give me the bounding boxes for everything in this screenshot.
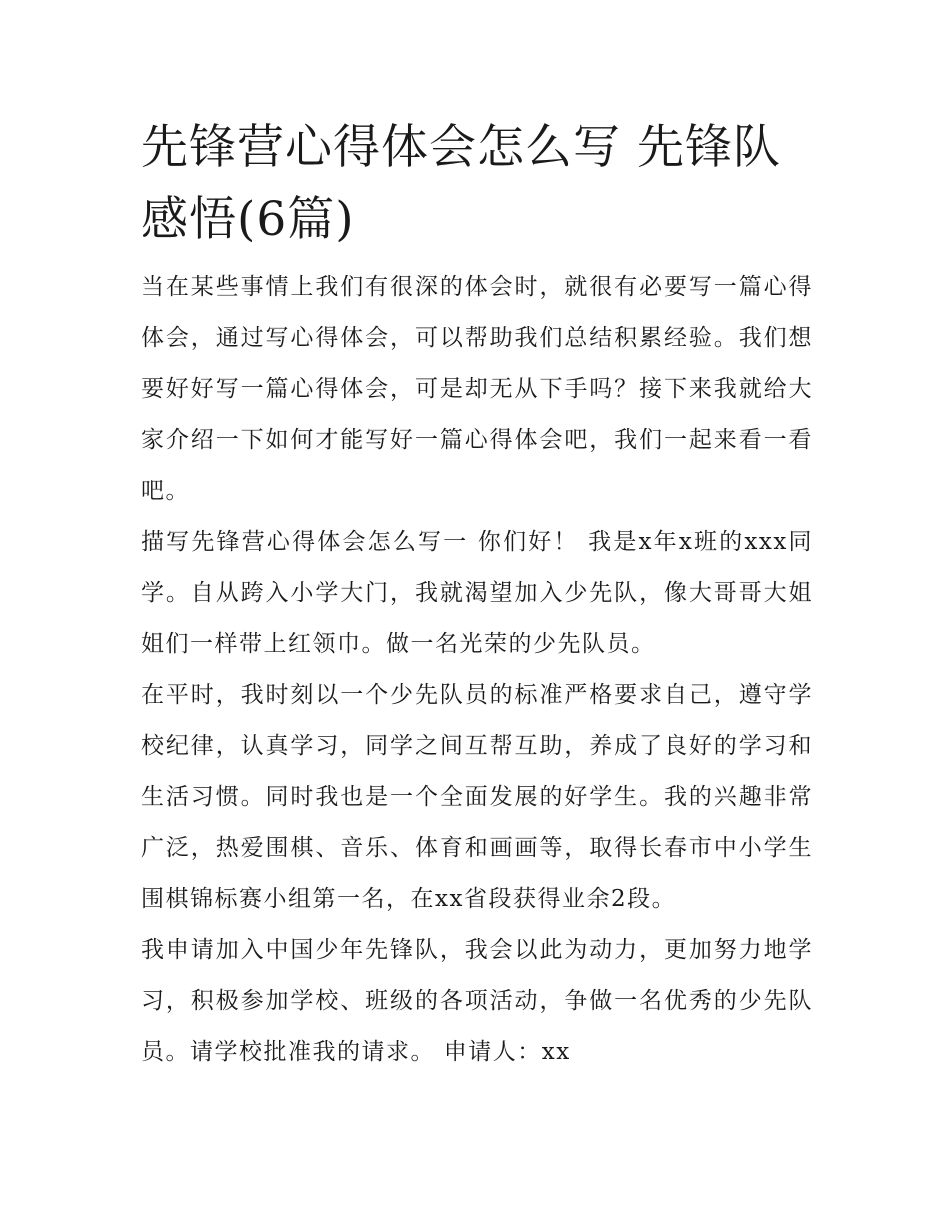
- paragraph-daily-conduct: 在平时，我时刻以一个少先队员的标准严格要求自己，遵守学校纪律，认真学习，同学之间互帮互助，养成了良好的学习和生活习惯。同时我也是一个全面发展的好学生。我的兴趣非常广泛，热爱围棋、音乐、体育和画画等，取得长春市中小学生围棋锦标赛小组第一名，在xx省段获得业余2段。: [141, 682, 813, 912]
- document-page: [141, 112, 813, 1078]
- paragraph-intro: 当在某些事情上我们有很深的体会时，就很有必要写一篇心得体会，通过写心得体会，可以帮助我们总结积累经验。我们想要好好写一篇心得体会，可是却无从下手吗？接下来我就给大家介绍一下如何才能写好一篇心得体会吧，我们一起来看一看吧。: [141, 274, 813, 504]
- document-title: 先锋营心得体会怎么写 先锋队感悟(6篇): [141, 120, 781, 247]
- paragraph-closing-request: 我申请加入中国少年先锋队，我会以此为动力，更加努力地学习，积极参加学校、班级的各项活动，争做一名优秀的少先队员。请学校批准我的请求。 申请人：xx: [141, 937, 813, 1065]
- paragraph-application-opening: 描写先锋营心得体会怎么写一 你们好！ 我是x年x班的xxx同学。自从跨入小学大门，我就渴望加入少先队，像大哥哥大姐姐们一样带上红领巾。做一名光荣的少先队员。: [141, 529, 813, 657]
